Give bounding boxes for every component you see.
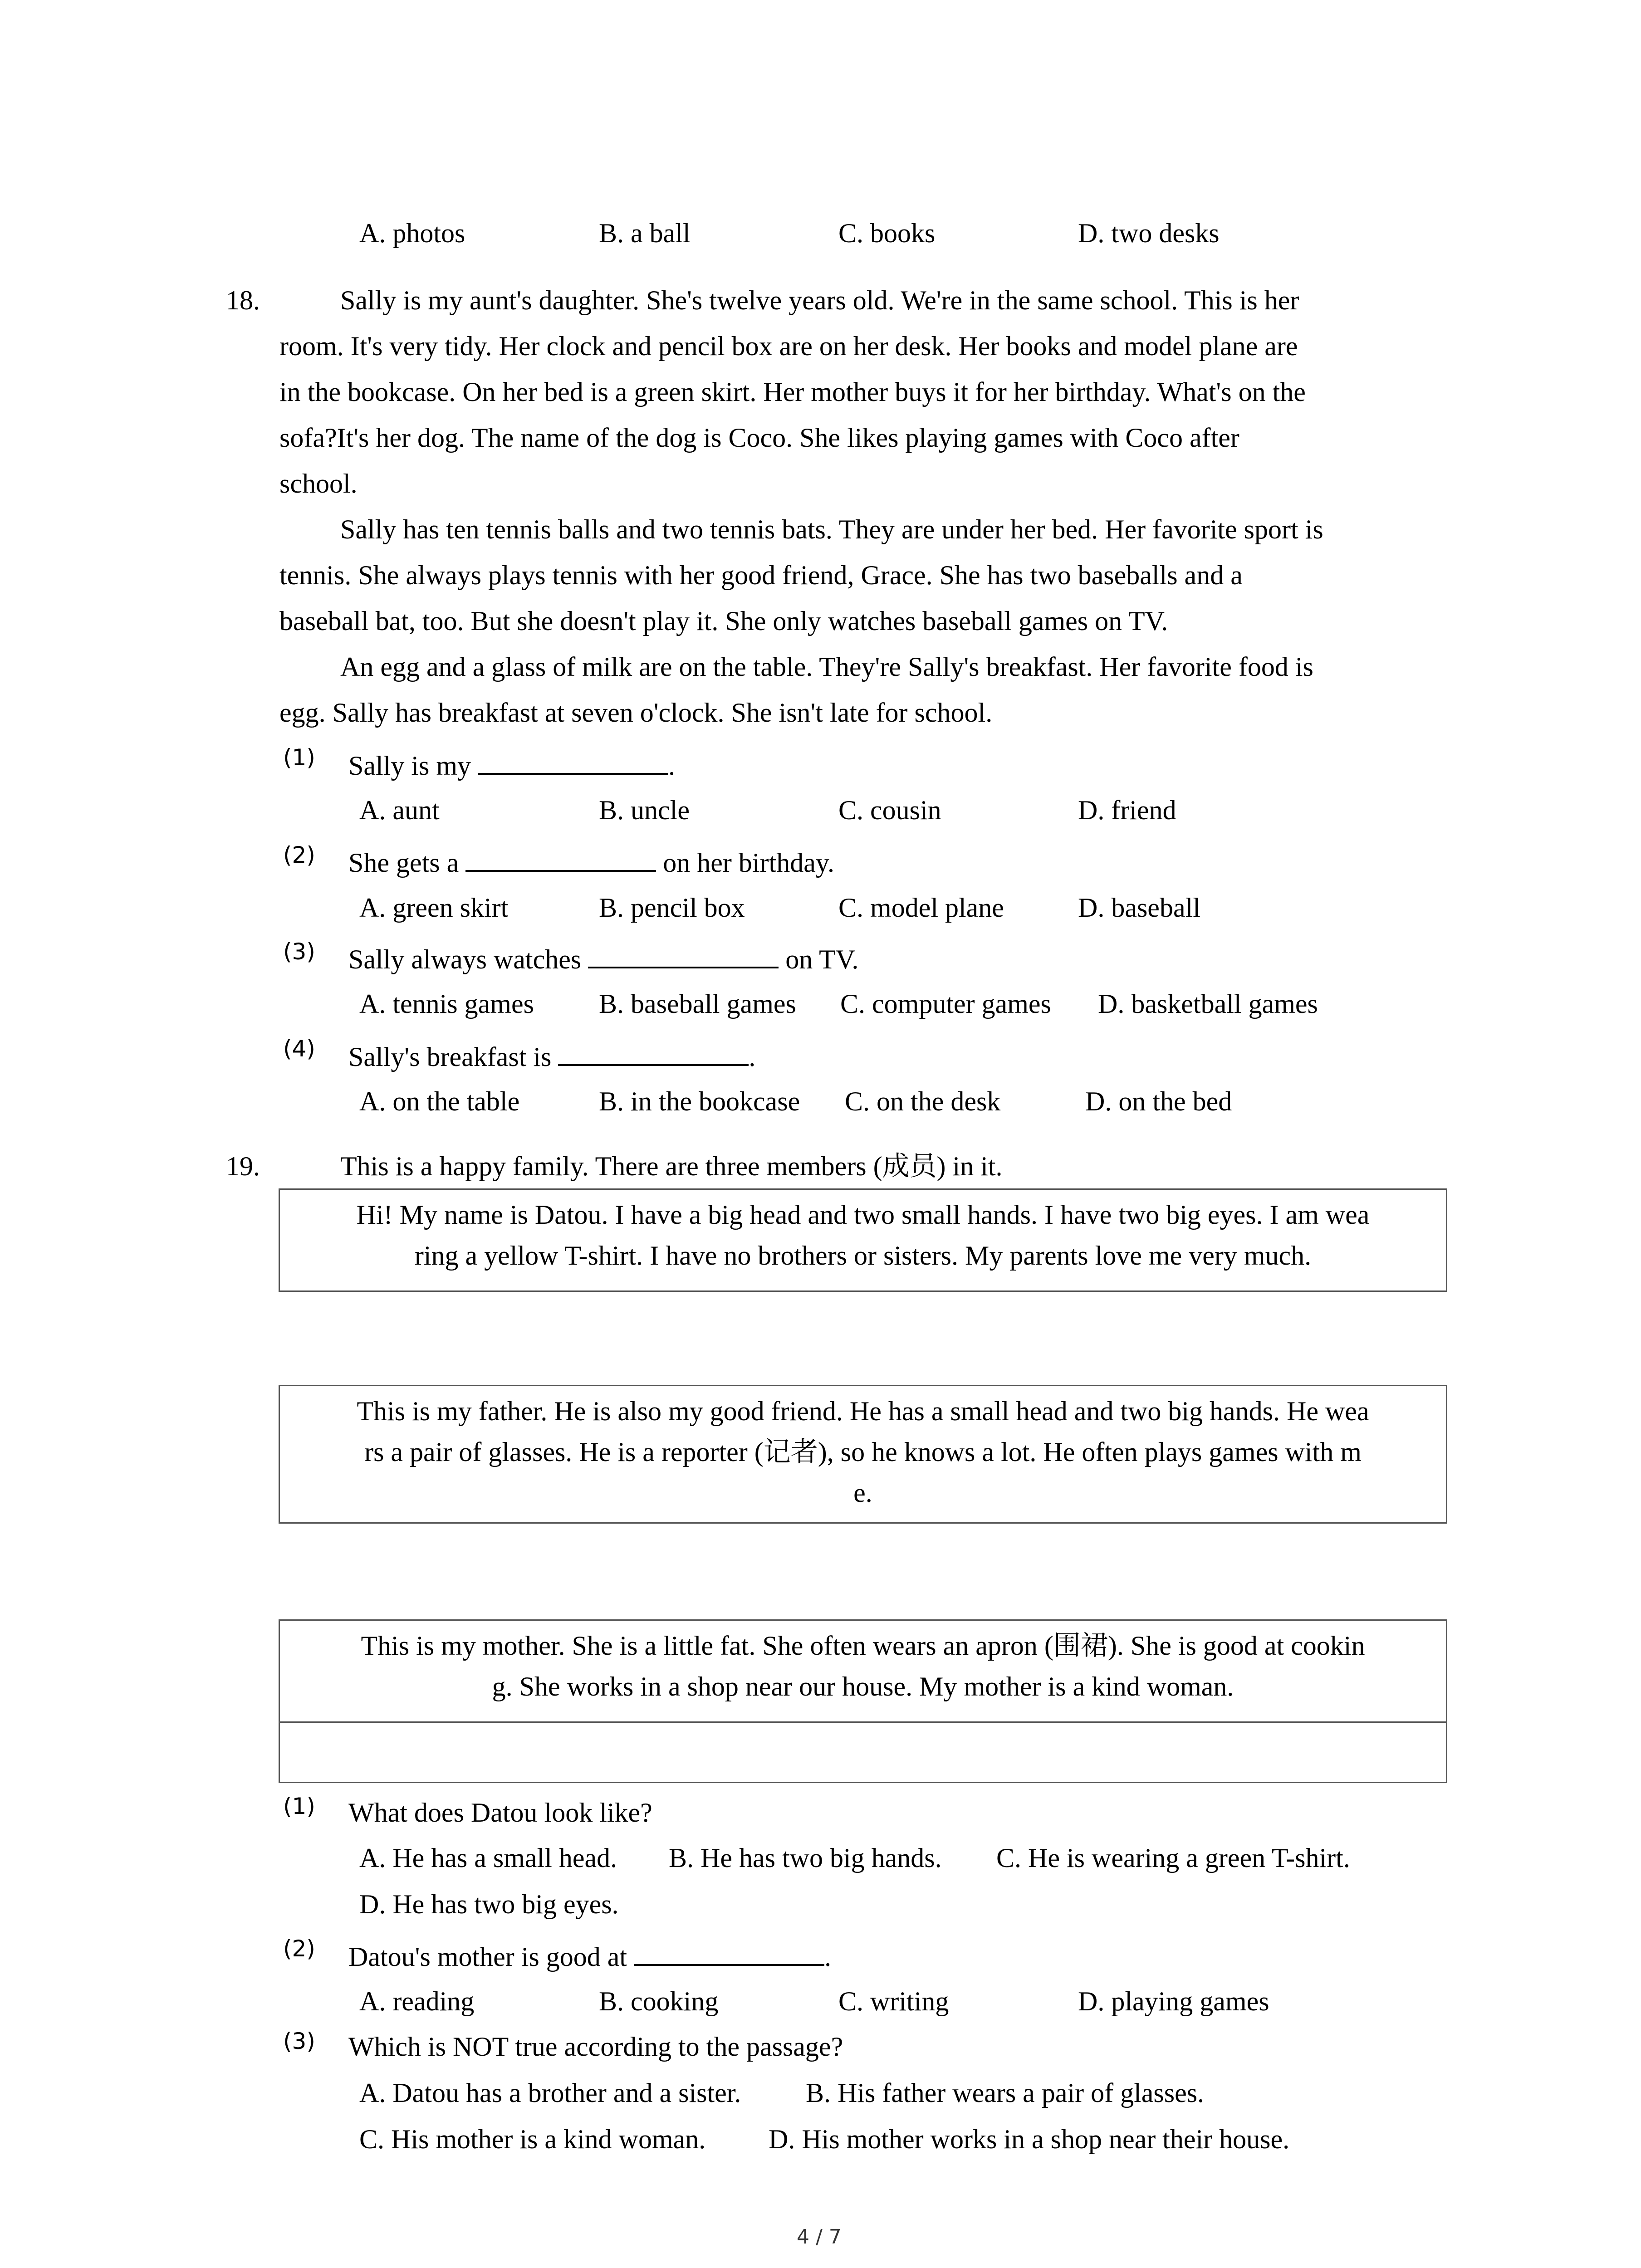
option-b: B. pencil box <box>599 893 745 923</box>
stem-text: Datou's mother is good at <box>348 1942 627 1972</box>
option-b: B. cooking <box>599 1986 719 2016</box>
box-line: This is my father. He is also my good friend. He has a small head and two big hands. He wea <box>357 1396 1369 1426</box>
option-d: D. basketball games <box>1098 989 1318 1019</box>
passage-line: Sally has ten tennis balls and two tennis bats. They are under her bed. Her favorite sport is <box>340 514 1323 544</box>
box-line: e. <box>853 1478 872 1508</box>
option-c: C. He is wearing a green T-shirt. <box>996 1843 1350 1873</box>
page-number: 4 / 7 <box>797 2225 842 2248</box>
stem-text: on TV. <box>785 944 859 974</box>
box-line: g. She works in a shop near our house. My mother is a kind woman. <box>492 1672 1234 1701</box>
box-line: Hi! My name is Datou. I have a big head and two small hands. I have two big eyes. I am wea <box>356 1200 1370 1230</box>
stem-text: Sally's breakfast is <box>348 1042 552 1072</box>
question-number: 18. <box>226 285 260 315</box>
subquestion-stem <box>348 941 858 976</box>
subquestion-number: (3) <box>283 938 315 965</box>
option-a: A. reading <box>359 1986 475 2016</box>
subquestion-number: (2) <box>283 1936 315 1962</box>
stem-text: Sally is my <box>348 751 471 781</box>
subquestion-number: (3) <box>283 2028 315 2054</box>
stem-text: . <box>824 1942 832 1972</box>
option-b: B. baseball games <box>599 989 796 1019</box>
profile-box-datou <box>279 1188 1447 1292</box>
option-d: D. on the bed <box>1085 1086 1232 1116</box>
option-a: A. tennis games <box>359 989 534 1019</box>
option-a: A. Datou has a brother and a sister. <box>359 2078 741 2108</box>
passage-line: school. <box>279 469 358 499</box>
option-b: B. uncle <box>599 795 690 825</box>
passage-line: baseball bat, too. But she doesn't play it. She only watches baseball games on TV. <box>279 606 1168 636</box>
subquestion-number: (1) <box>283 744 315 771</box>
passage-line: room. It's very tidy. Her clock and pencil box are on her desk. Her books and model plane are <box>279 331 1298 361</box>
answer-blank[interactable] <box>558 1039 749 1066</box>
subquestion-stem <box>348 845 834 879</box>
option-c: C. His mother is a kind woman. <box>359 2124 706 2154</box>
subquestion-stem: Which is NOT true according to the passage? <box>348 2032 843 2062</box>
option-a: A. on the table <box>359 1086 520 1116</box>
box-line: ring a yellow T-shirt. I have no brothers or sisters. My parents love me very much. <box>414 1241 1312 1271</box>
subquestion-number: (1) <box>283 1793 315 1819</box>
option-a: A. photos <box>359 218 465 248</box>
stem-text: . <box>749 1042 756 1072</box>
passage-line: Sally is my aunt's daughter. She's twelve years old. We're in the same school. This is her <box>340 285 1299 315</box>
option-b: B. in the bookcase <box>599 1086 800 1116</box>
option-b: B. His father wears a pair of glasses. <box>806 2078 1205 2108</box>
question-intro: This is a happy family. There are three members (成员) in it. <box>340 1151 1003 1181</box>
option-d: D. He has two big eyes. <box>359 1889 619 1919</box>
option-c: C. writing <box>838 1986 949 2016</box>
option-c: C. on the desk <box>845 1086 1001 1116</box>
subquestion-stem <box>348 1939 831 1973</box>
option-a: A. aunt <box>359 795 440 825</box>
option-b: B. a ball <box>599 218 691 248</box>
box-line: rs a pair of glasses. He is a reporter (记者), so he knows a lot. He often plays games with m <box>364 1437 1362 1467</box>
option-d: D. His mother works in a shop near their house. <box>769 2124 1290 2154</box>
option-d: D. friend <box>1078 795 1176 825</box>
answer-blank[interactable] <box>478 748 668 775</box>
subquestion-stem <box>348 1039 755 1073</box>
stem-text: Sally always watches <box>348 944 582 974</box>
subquestion-stem <box>348 748 675 782</box>
option-d: D. baseball <box>1078 893 1200 923</box>
profile-box-mother <box>279 1619 1447 1723</box>
option-c: C. cousin <box>838 795 941 825</box>
passage-line: egg. Sally has breakfast at seven o'clock. She isn't late for school. <box>279 698 993 728</box>
empty-answer-box[interactable] <box>279 1721 1447 1783</box>
answer-blank[interactable] <box>465 845 656 872</box>
passage-line: sofa?It's her dog. The name of the dog is Coco. She likes playing games with Coco after <box>279 423 1239 453</box>
answer-blank[interactable] <box>634 1939 824 1966</box>
subquestion-stem: What does Datou look like? <box>348 1798 652 1828</box>
profile-box-father <box>279 1385 1447 1524</box>
stem-text: She gets a <box>348 848 459 878</box>
option-b: B. He has two big hands. <box>669 1843 942 1873</box>
option-d: D. two desks <box>1078 218 1220 248</box>
stem-text: on her birthday. <box>663 848 834 878</box>
option-c: C. model plane <box>838 893 1004 923</box>
passage-line: tennis. She always plays tennis with her good friend, Grace. She has two baseballs and a <box>279 560 1243 590</box>
box-line: This is my mother. She is a little fat. She often wears an apron (围裙). She is good at cookin <box>361 1631 1365 1661</box>
question-number: 19. <box>226 1151 260 1181</box>
passage-line: An egg and a glass of milk are on the table. They're Sally's breakfast. Her favorite food is <box>340 652 1313 682</box>
option-a: A. green skirt <box>359 893 509 923</box>
option-c: C. books <box>838 218 936 248</box>
subquestion-number: (2) <box>283 842 315 868</box>
answer-blank[interactable] <box>588 941 779 968</box>
passage-line: in the bookcase. On her bed is a green skirt. Her mother buys it for her birthday. What's on the <box>279 377 1306 407</box>
stem-text: . <box>668 751 676 781</box>
subquestion-number: (4) <box>283 1036 315 1062</box>
option-d: D. playing games <box>1078 1986 1269 2016</box>
option-c: C. computer games <box>840 989 1051 1019</box>
option-a: A. He has a small head. <box>359 1843 617 1873</box>
